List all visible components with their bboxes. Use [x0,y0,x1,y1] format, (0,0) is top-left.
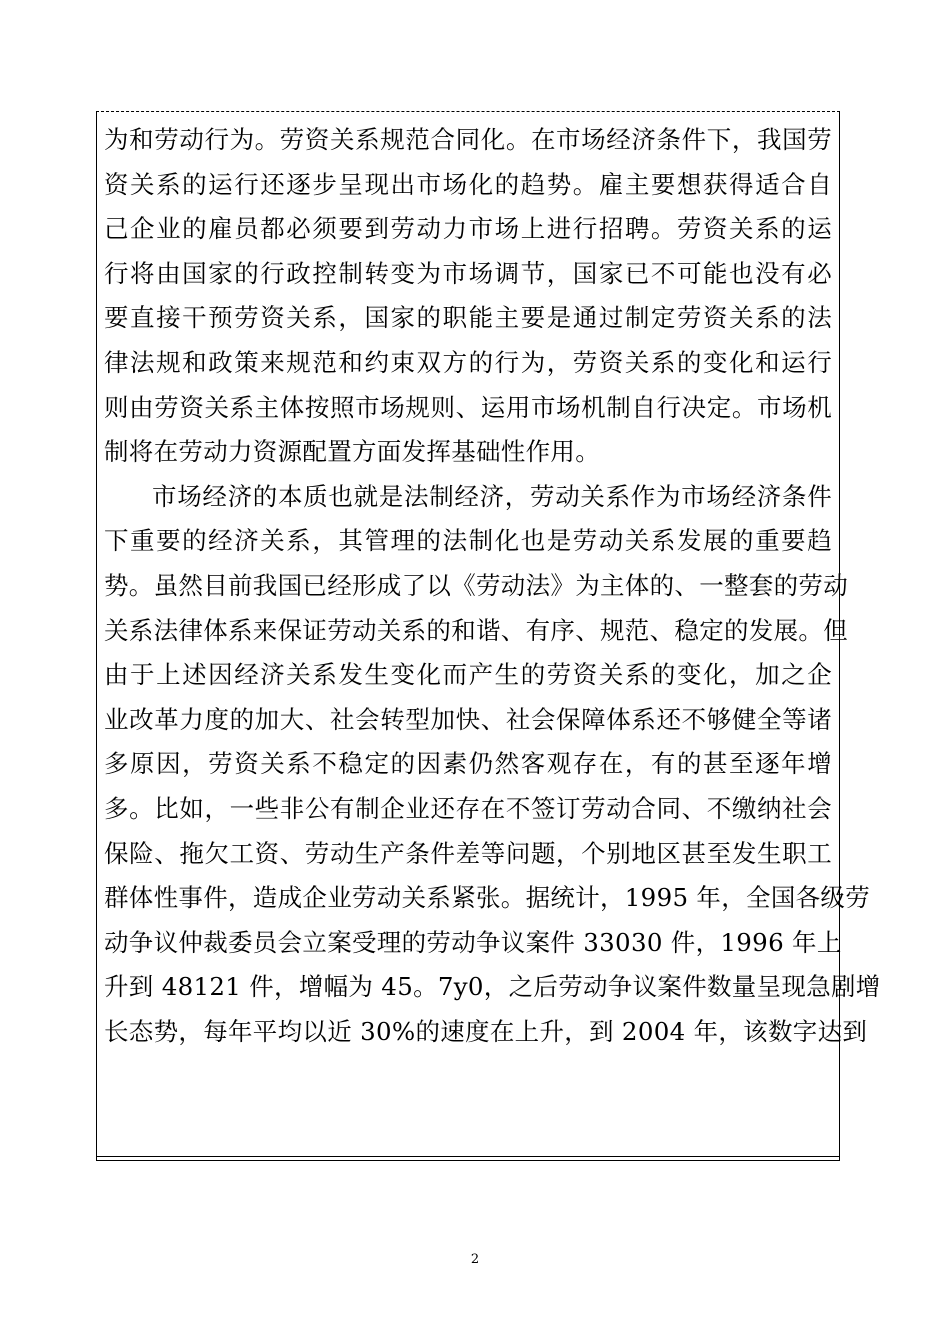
text-line: 长态势，每年平均以近 30%的速度在上升，到 2004 年，该数字达到 [104,1016,868,1046]
text-line: 多原因，劳资关系不稳定的因素仍然客观存在，有的甚至逐年增 [104,749,832,779]
text-line: 保险、拖欠工资、劳动生产条件差等问题，个别地区甚至发生职工 [104,838,832,868]
body-text [104,118,881,1054]
text-line: 则由劳资关系主体按照市场规则、运用市场机制自行决定。市场机 [104,392,832,422]
text-line: 己企业的雇员都必须要到劳动力市场上进行招聘。劳资关系的运 [104,214,832,244]
text-line: 下重要的经济关系，其管理的法制化也是劳动关系发展的重要趋 [104,526,832,556]
text-line: 制将在劳动力资源配置方面发挥基础性作用。 [104,437,600,467]
text-line: 关系法律体系来保证劳动关系的和谐、有序、规范、稳定的发展。但 [104,615,848,645]
text-line: 升到 48121 件，增幅为 45。7y0，之后劳动争议案件数量呈现急剧增 [104,972,881,1002]
text-line: 行将由国家的行政控制转变为市场调节，国家已不可能也没有必 [104,258,832,288]
frame-double-bottom-line [97,1156,839,1157]
text-line: 业改革力度的加大、社会转型加快、社会保障体系还不够健全等诸 [104,704,832,734]
text-line: 资关系的运行还逐步呈现出市场化的趋势。雇主要想获得适合自 [104,169,832,199]
text-line: 动争议仲裁委员会立案受理的劳动争议案件 33030 件，1996 年上 [104,927,842,957]
text-line: 市场经济的本质也就是法制经济，劳动关系作为市场经济条件 [152,481,832,511]
page-number: 2 [470,1252,480,1267]
text-line: 要直接干预劳资关系，国家的职能主要是通过制定劳资关系的法 [104,303,832,333]
text-line: 为和劳动行为。劳资关系规范合同化。在市场经济条件下，我国劳 [104,125,832,154]
text-line: 群体性事件，造成企业劳动关系紧张。据统计，1995 年，全国各级劳 [104,883,871,913]
text-line: 多。比如，一些非公有制企业还存在不签订劳动合同、不缴纳社会 [104,793,832,823]
text-line: 律法规和政策来规范和约束双方的行为，劳资关系的变化和运行 [104,347,832,377]
text-line: 势。虽然目前我国已经形成了以《劳动法》为主体的、一整套的劳动 [104,570,848,600]
text-line: 由于上述因经济关系发生变化而产生的劳资关系的变化，加之企 [104,660,832,690]
